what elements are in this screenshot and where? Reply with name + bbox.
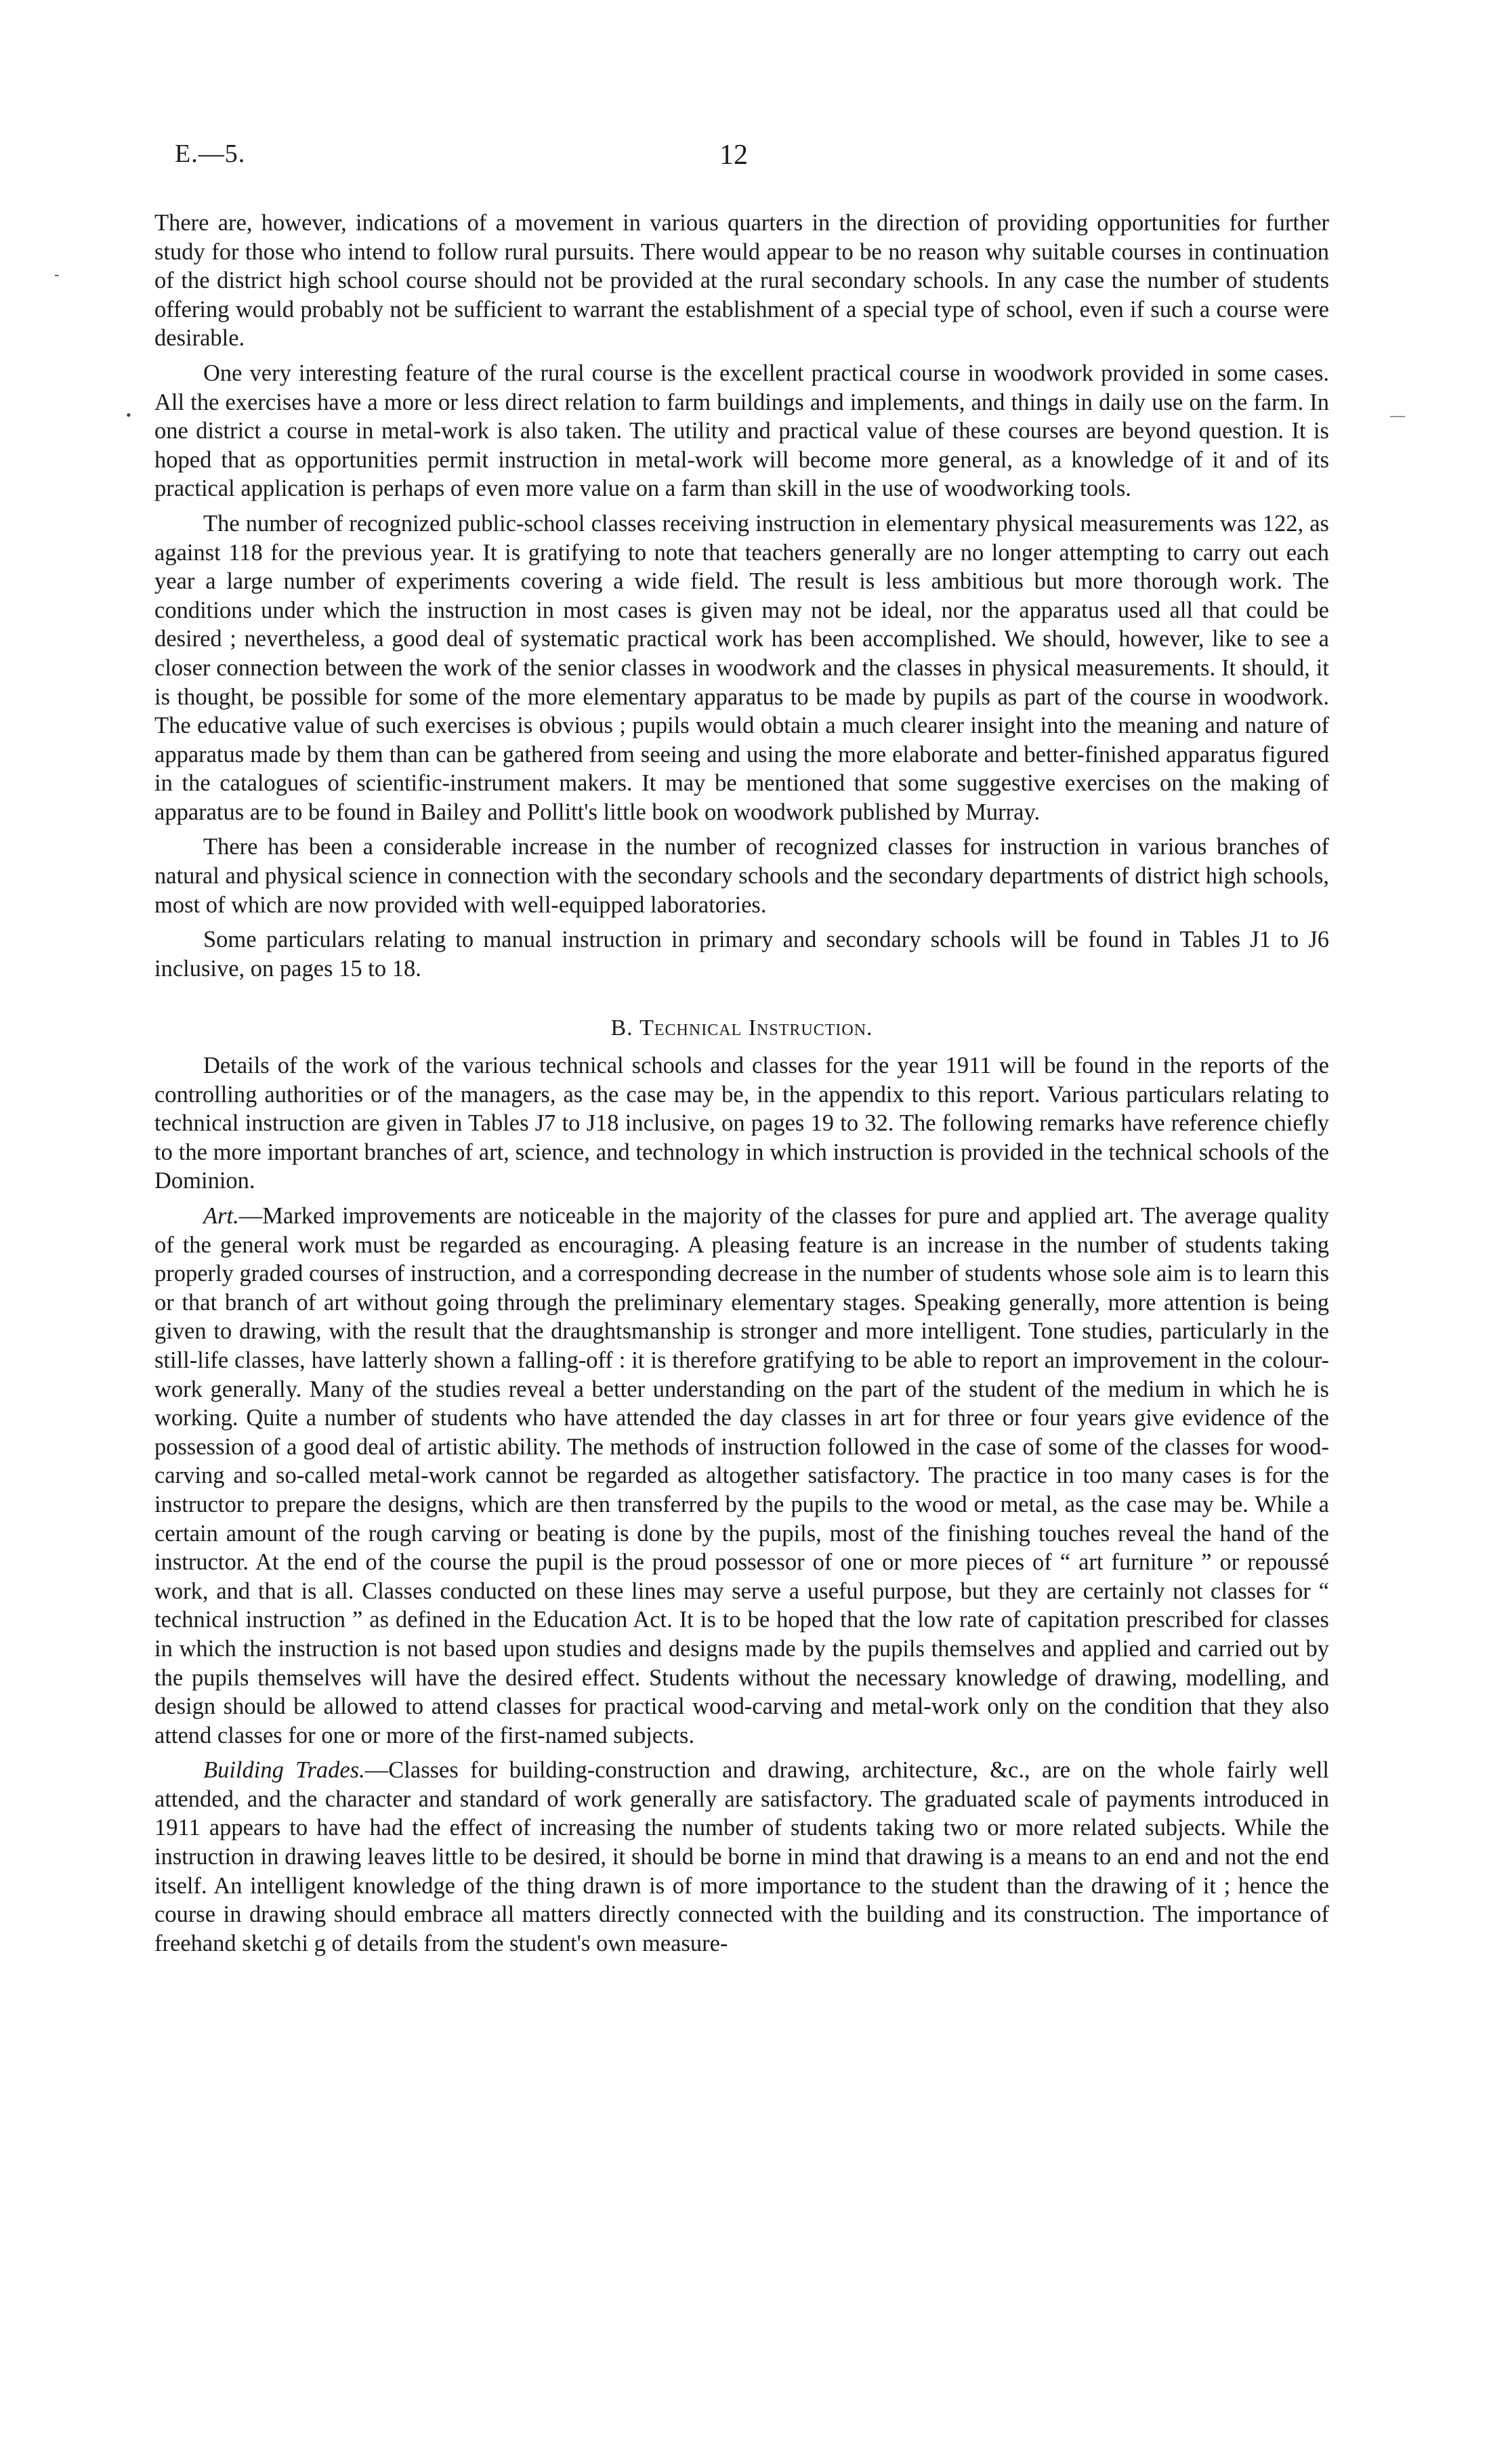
margin-mark: — (1390, 406, 1405, 423)
paragraph-text: —Marked improvements are noticeable in the majority of the classes for pure and applied art. The average quality of the general work must be regarded as encouraging. A pleasing feature is an increase in the number of students taking properly graded courses of instruction, and a corresponding decrease in the number of students whose sole aim is to learn this or that branch of art without going through the preliminary elementary stages. Speaking generally, more attention is being given to drawing, with the result that the draughtsmanship is stronger and more intelligent. Tone studies, particularly in the still-life classes, have latterly shown a falling-off : it is therefore gratifying to be able to report an improvement in the colour-work generally. Many of the studies reveal a better understanding on the part of the student of the medium in which he is working. Quite a number of students who have attended the day classes in art for three or four years give evidence of the possession of a good deal of artistic ability. The methods of instruction followed in the case of some of the classes for wood-carving and so-called metal-work cannot be regarded as altogether satisfactory. The practice in too many cases is for the instructor to prepare the designs, which are then transferred by the pupils to the wood or metal, as the case may be. While a certain amount of the rough carving or beating is done by the pupils, most of the finishing touches reveal the hand of the instructor. At the end of the course the pupil is the proud possessor of one or more pieces of “ art furniture ” or repoussé work, and that is all. Classes conducted on these lines may serve a useful purpose, but they are certainly not classes for “ technical instruction ” as defined in the Education Act. It is to be hoped that the low rate of capitation prescribed for classes in which the instruction is not based upon studies and designs made by the pupils themselves and applied and carried out by the pupils themselves will have the desired effect. Students without the necessary knowledge of drawing, modelling, and design should be allowed to attend classes for practical wood-carving and metal-work only on the condition that they also attend classes for one or more of the first-named subjects. (154, 1203, 1329, 1748)
section-heading (154, 1014, 1329, 1043)
paragraph-text: —Classes for building-construction and drawing, architecture, &c., are on the whole fairly well attended, and the character and standard of work generally are satisfactory. The graduated scale of payments introduced in 1911 appears to have had the effect of increasing the number of students taking two or more related subjects. While the instruction in drawing leaves little to be desired, it should be borne in mind that drawing is a means to an end and not the end itself. An intelligent knowledge of the thing drawn is of more importance to the student than the drawing of it ; hence the course in drawing should embrace all matters directly connected with the building and its construction. The importance of freehand sketchi g of details from the student's own measure- (154, 1757, 1329, 1956)
paragraph (154, 359, 1329, 503)
paragraph (154, 833, 1329, 919)
paragraph-text: Some particulars relating to manual instruction in primary and secondary schools will be found in Tables J1 to J6 inclusive, on pages 15 to 18. (154, 927, 1329, 982)
body-text (154, 209, 1329, 1964)
section-label: B. (610, 1015, 633, 1041)
paragraph-text: There has been a considerable increase in the number of recognized classes for instruction in various branches of natural and physical science in connection with the secondary schools and the secondary departments of district high schools, most of which are now provided with well-equipped laboratories. (154, 834, 1329, 918)
paragraph (154, 509, 1329, 827)
paragraph-text: There are, however, indications of a movement in various quarters in the direction of providing opportunities for further study for those who intend to follow rural pursuits. There would appear to be no reason why suitable courses in continuation of the district high school course should not be provided at the rural secondary schools. In any case the number of students offering would probably not be sufficient to warrant the establishment of a special type of school, even if such a course were desirable. (154, 210, 1329, 352)
page-number: 12 (719, 140, 748, 171)
margin-mark: • (126, 406, 131, 423)
paragraph-lead: Art. (203, 1203, 239, 1229)
paragraph (154, 1202, 1329, 1750)
paragraph-lead: Building Trades. (203, 1757, 365, 1784)
document-code: E.—5. (175, 140, 246, 168)
paragraph-text: One very interesting feature of the rural course is the excellent practical course in woodwork provided in some cases. All the exercises have a more or less direct relation to farm buildings and implements, and things in daily use on the farm. In one district a course in metal-work is also taken. The utility and practical value of these courses are beyond question. It is hoped that as opportunities permit instruction in metal-work will become more general, as a knowledge of it and of its practical application is perhaps of even more value on a farm than skill in the use of woodworking tools. (154, 360, 1329, 502)
section-title: Technical Instruction. (639, 1015, 873, 1041)
paragraph (154, 925, 1329, 983)
paragraph-text: Details of the work of the various technical schools and classes for the year 1911 will be found in the reports of the controlling authorities or of the managers, as the case may be, in the appendix to this report. Various particulars relating to technical instruction are given in Tables J7 to J18 inclusive, on pages 19 to 32. The following remarks have reference chiefly to the more important branches of art, science, and technology in which instruction is provided in the technical schools of the Dominion. (154, 1053, 1329, 1194)
paragraph (154, 1051, 1329, 1196)
paragraph (154, 209, 1329, 353)
paragraph (154, 1756, 1329, 1958)
margin-mark: - (54, 266, 60, 282)
paragraph-text: The number of recognized public-school classes receiving instruction in elementary physical measurements was 122, as against 118 for the previous year. It is gratifying to note that teachers generally are no longer attempting to carry out each year a large number of experiments covering a wide field. The result is less ambitious but more thorough work. The conditions under which the instruction in most cases is given may not be ideal, nor the apparatus used all that could be desired ; nevertheless, a good deal of systematic practical work has been accomplished. We should, however, like to see a closer connection between the work of the senior classes in woodwork and the classes in physical measurements. It should, it is thought, be possible for some of the more elementary apparatus to be made by pupils as part of the course in woodwork. The educative value of such exercises is obvious ; pupils would obtain a much clearer insight into the meaning and nature of apparatus made by them than can be gathered from seeing and using the more elaborate and better-finished apparatus figured in the catalogues of scientific-instrument makers. It may be mentioned that some suggestive exercises on the making of apparatus are to be found in Bailey and Pollitt's little book on woodwork published by Murray. (154, 510, 1329, 825)
